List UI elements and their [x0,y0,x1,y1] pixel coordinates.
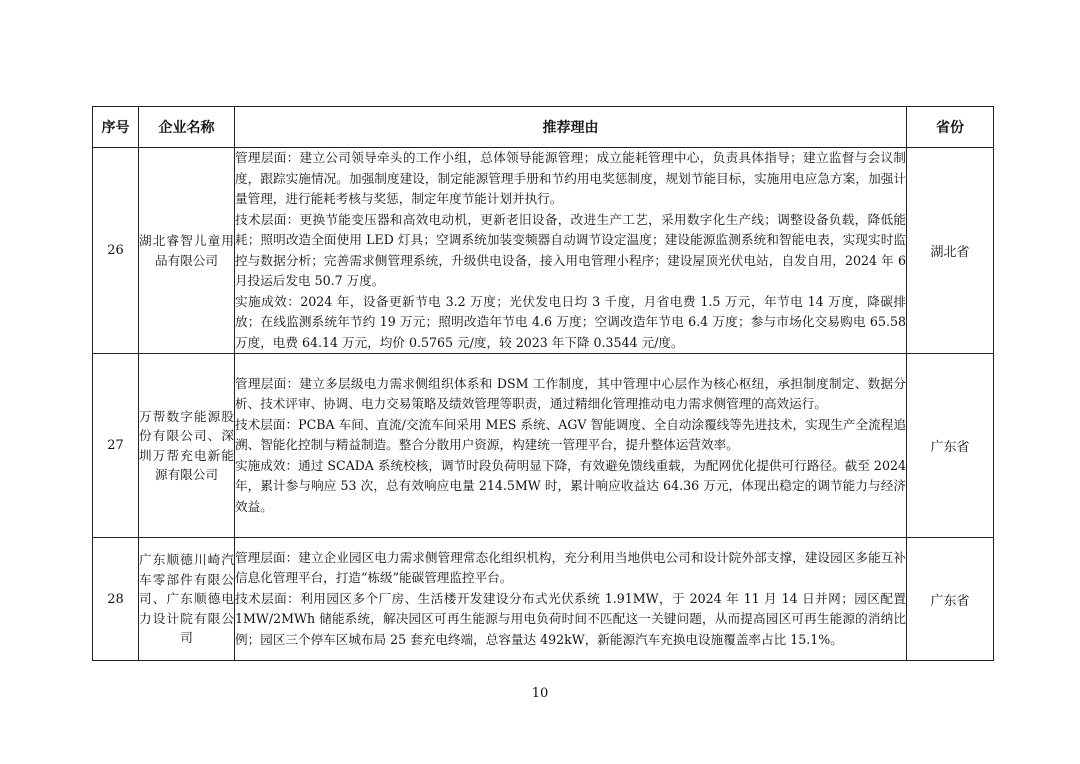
company-name: 湖北睿智儿童用品有限公司 [139,148,235,354]
row-index: 27 [93,354,139,538]
row-index: 26 [93,148,139,354]
page-number: 10 [531,686,549,701]
header-province: 省份 [907,107,994,148]
row-index: 28 [93,538,139,661]
table-row [93,538,994,661]
company-name: 广东顺德川崎汽车零部件有限公司、广东顺德电力设计院有限公司 [139,538,235,661]
reason-technology: 技术层面：PCBA 车间、直流/交流车间采用 MES 系统、AGV 智能调度、全自动涂覆线等先进技术，实现生产全流程追溯、智能化控制与精益制造。整合分散用户资源，构建统一管理平台，提升整体运营效率。 [235,416,906,453]
province: 广东省 [907,538,994,661]
reason-management: 管理层面：建立公司领导牵头的工作小组，总体领导能源管理；成立能耗管理中心，负责具体指导；建立监督与会议制度，跟踪实施情况。加强制度建设，制定能源管理手册和节约用电奖惩制度，规划节能目标，实施用电应急方案，加强计量管理，进行能耗考核与奖惩，制定年度节能计划并执行。 [235,150,906,206]
reason-technology: 技术层面：更换节能变压器和高效电动机，更新老旧设备，改进生产工艺，采用数字化生产线；调整设备负载，降低能耗；照明改造全面使用 LED 灯具；空调系统加装变频器自动调节设定温度；建设能源监测系统和智能电表，实现实时监控与数据分析；完善需求侧管理系统，升级供电设备，接入用电管理小程序；建设屋顶光伏电站，自发自用，2024 年 6 月投运后发电 50.7 万度。 [235,211,906,288]
header-index: 序号 [93,107,139,148]
header-row [93,107,994,148]
reason-technology: 技术层面：利用园区多个厂房、生活楼开发建设分布式光伏系统 1.91MW，于 2024 年 11 月 14 日并网；园区配置 1MW/2MWh 储能系统，解决园区可再生能源与用电负荷时间不匹配这一关键问题，从而提高园区可再生能源的消纳比例；园区三个停车区城布局 25 套充电终端，总容量达 492kW，新能源汽车充换电设施覆盖率占比 15.1%。 [235,590,906,647]
table-row [93,148,994,354]
reason-cell [235,148,907,354]
province: 湖北省 [907,148,994,354]
reason-management: 管理层面：建立多层级电力需求侧组织体系和 DSM 工作制度，其中管理中心层作为核心枢纽，承担制度制定、数据分析、技术评审、协调、电力交易策略及绩效管理等职责，通过精细化管理推动电力需求侧管理的高效运行。 [235,375,906,412]
reason-results: 实施成效：2024 年，设备更新节电 3.2 万度；光伏发电日均 3 千度，月省电费 1.5 万元，年节电 14 万度，降碳排放；在线监测系统年节约 19 万元；照明改造年节电 4.6 万度；空调改造年节电 6.4 万度；参与市场化交易购电 65.58 万度，电费 64.14 万元，均价 0.5765 元/度，较 2023 年下降 0.3544 元/度。 [235,293,906,350]
reason-cell [235,354,907,538]
reason-results: 实施成效：通过 SCADA 系统校核，调节时段负荷明显下降，有效避免馈线重载，为配网优化提供可行路径。截至 2024 年，累计参与响应 53 次，总有效响应电量 214.5MW 时，累计响应收益达 64.36 万元，体现出稳定的调节能力与经济效益。 [235,457,906,514]
table-row [93,354,994,538]
reason-cell [235,538,907,661]
reason-management: 管理层面：建立企业园区电力需求侧管理常态化组织机构，充分利用当地供电公司和设计院外部支撑，建设园区多能互补信息化管理平台，打造“栋级”能碳管理监控平台。 [235,549,906,586]
header-reason: 推荐理由 [235,107,907,148]
company-name: 万帮数字能源股份有限公司、深圳万帮充电新能源有限公司 [139,354,235,538]
province: 广东省 [907,354,994,538]
recommendation-table [92,106,994,661]
header-company: 企业名称 [139,107,235,148]
